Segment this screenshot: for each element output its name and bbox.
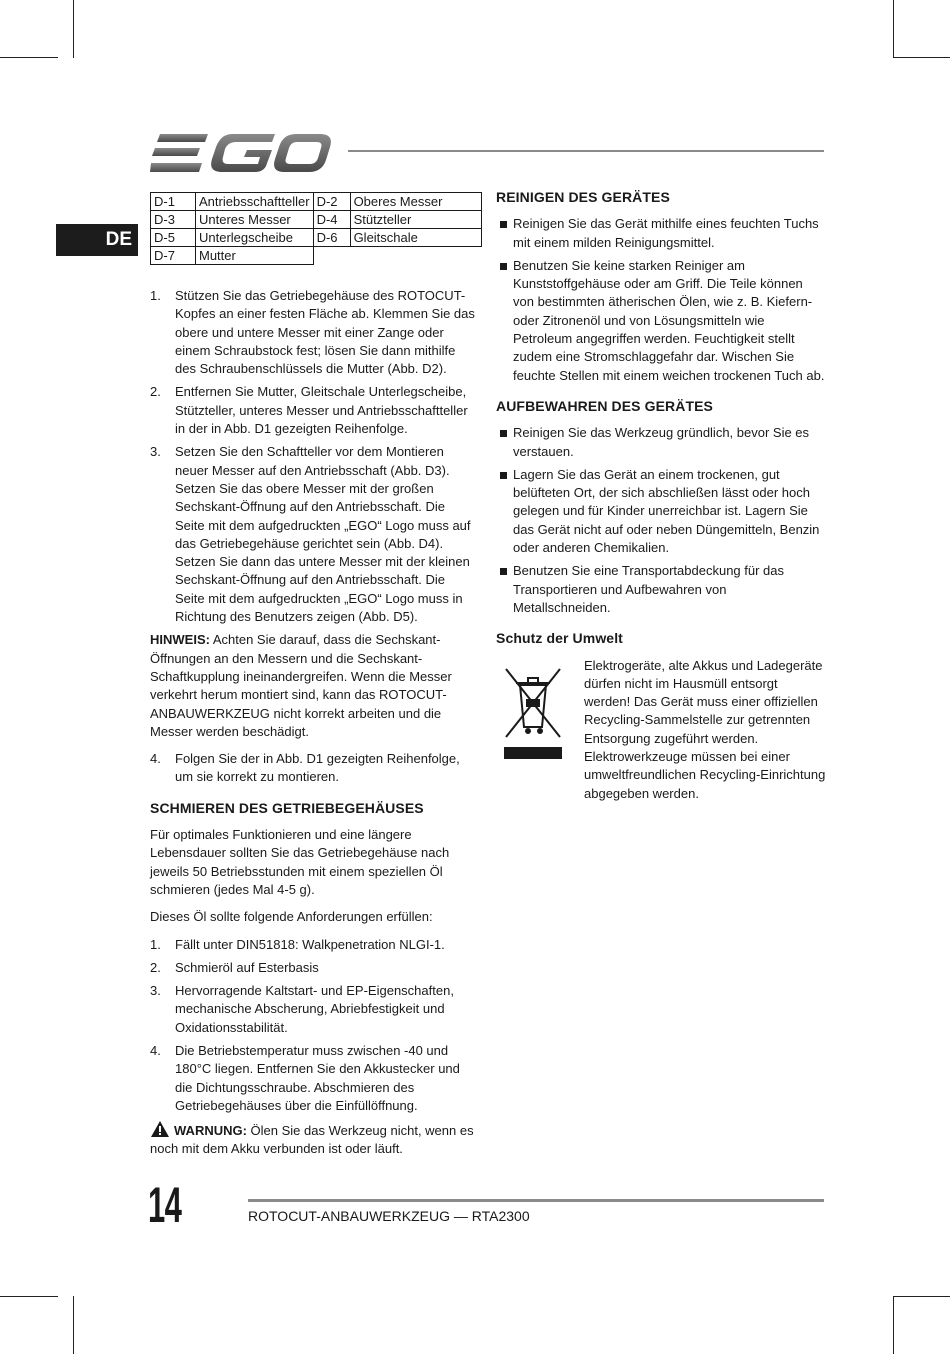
- crop-mark: [73, 1296, 74, 1354]
- note-label: HINWEIS:: [150, 632, 210, 648]
- part-code: D-2: [313, 193, 350, 211]
- list-item: [496, 466, 826, 557]
- section-heading: Schutz der Umwelt: [496, 630, 623, 647]
- empty-cell: [313, 247, 481, 265]
- footer-rule: [248, 1199, 824, 1202]
- ego-logo: [150, 133, 332, 173]
- assembly-steps: [150, 287, 476, 626]
- warning-icon: [150, 1120, 170, 1138]
- list-item: [496, 257, 826, 385]
- list-item: [150, 936, 476, 954]
- bullet-text: Lagern Sie das Gerät an einem trockenen, gut belüfteten Ort, der sich abschließen lässt oder hoch gelegen und für Kinder unerreichbar ist. Lagern Sie das Gerät nicht auf oder neben Düngemitteln, Benzin oder anderen Chemikalien.: [513, 466, 820, 556]
- note-text: Achten Sie darauf, dass die Sechskant-Öffnungen an den Messern und die Sechskant-Schaftkupplung ineinandergreifen. Wenn die Messer verkehrt herum montiert sind, kann das ROTOCUT-ANBAUWERKZEUG nicht korrekt arbeiten und die Messer werden beschädigt.: [150, 632, 452, 739]
- table-row: [151, 193, 482, 211]
- list-item: [496, 424, 826, 461]
- part-code: D-6: [313, 229, 350, 247]
- part-code: D-7: [151, 247, 196, 265]
- section-heading: AUFBEWAHREN DES GERÄTES: [496, 397, 713, 414]
- list-item: [150, 1042, 476, 1115]
- part-code: D-4: [313, 211, 350, 229]
- part-name: Stützteller: [350, 211, 481, 229]
- left-column: [150, 287, 476, 1168]
- weee-bar: [504, 747, 562, 759]
- step-number: 1.: [150, 936, 161, 952]
- step-text: Die Betriebstemperatur muss zwischen -40 und 180°C liegen. Entfernen Sie den Akkustecker und die Dichtungsschraube. Abschmieren des Getriebegehäuses über die Einfüllöffnung.: [175, 1042, 460, 1113]
- crop-mark: [893, 1296, 950, 1297]
- part-name: Mutter: [196, 247, 314, 265]
- language-tab-label: DE: [105, 229, 132, 250]
- bullet-text: Benutzen Sie eine Transportabdeckung für das Transportieren und Aufbewahren von Metallschneiden.: [513, 563, 785, 615]
- part-name: Antriebsschaftteller: [196, 193, 314, 211]
- table-row: [151, 247, 482, 265]
- list-item: [150, 959, 476, 977]
- cleaning-list: [496, 215, 826, 385]
- list-item: [150, 750, 476, 787]
- list-item: [150, 383, 476, 438]
- bullet-text: Reinigen Sie das Gerät mithilfe eines feuchten Tuchs mit einem milden Reinigungsmittel.: [513, 216, 819, 250]
- bullet-icon: [500, 568, 507, 575]
- step-text: Setzen Sie den Schaftteller vor dem Montieren neuer Messer auf den Antriebsschaft (Abb. D3). Setzen Sie das obere Messer mit der großen Sechskant-Öffnung auf den Antriebsschaft. Die Seite mit dem aufgedruckten „EGO“ Logo muss auf das Getriebegehäuse gerichtet sein (Abb. D4). Setzen Sie dann das untere Messer mit der kleinen Sechskant-Öffnung auf den Antriebsschaft. Die Seite mit dem aufgedruckten „EGO“ Logo muss in Richtung des Benutzers zeigen (Abb. D5).: [175, 444, 471, 625]
- language-tab: [56, 224, 138, 256]
- step-number: 2.: [150, 959, 161, 975]
- crop-mark: [0, 57, 58, 58]
- environment-text: Elektrogeräte, alte Akkus und Ladegeräte dürfen nicht im Hausmüll entsorgt werden! Das Gerät muss einer offiziellen Recycling-Sammelstelle zur getrennten Entsorgung zugeführt werden. Elektrowerkzeuge müssen bei einer umweltfreundlichen Recycling-Einrichtung abgegeben werden.: [584, 657, 826, 801]
- storage-list: [496, 424, 826, 617]
- table-row: [151, 229, 482, 247]
- bullet-text: Benutzen Sie keine starken Reiniger am Kunststoffgehäuse oder am Griff. Die Teile können von bestimmten ätherischen Ölen, wie z. B. Kiefern- oder Zitronenöl und von Lösungsmitteln wie Petroleum angegriffen werden. Feuchtigkeit stellt zudem eine Stromschlaggefahr dar. Wischen Sie feuchte Stellen mit einem weichen trockenen Tuch ab.: [513, 257, 825, 383]
- step-text: Hervorragende Kaltstart- und EP-Eigenschaften, mechanische Abscherung, Abriebfestigkeit und Oxidationsstabilität.: [175, 983, 454, 1035]
- crop-mark: [893, 0, 894, 58]
- list-item: [496, 215, 826, 252]
- step-text: Schmieröl auf Esterbasis: [175, 959, 319, 975]
- part-name: Unteres Messer: [196, 211, 314, 229]
- step-number: 2.: [150, 384, 161, 400]
- section-heading: REINIGEN DES GERÄTES: [496, 189, 670, 205]
- bullet-icon: [500, 430, 507, 437]
- page-number: 14: [148, 1177, 182, 1233]
- crop-mark: [893, 57, 950, 58]
- warning-text: Ölen Sie das Werkzeug nicht, wenn es noch mit dem Akku verbunden ist oder läuft.: [150, 1123, 474, 1157]
- bullet-icon: [500, 221, 507, 228]
- bullet-icon: [500, 472, 507, 479]
- weee-bin-icon: [502, 661, 564, 743]
- step-text: Folgen Sie der in Abb. D1 gezeigten Reihenfolge, um sie korrekt zu montieren.: [175, 751, 460, 785]
- oil-requirements: [150, 936, 476, 1116]
- crop-mark: [0, 1296, 58, 1297]
- list-item: [150, 287, 476, 378]
- paragraph: Für optimales Funktionieren und eine längere Lebensdauer sollten Sie das Getriebegehäuse nach jeweils 50 Betriebsstunden mit einem speziellen Öl schmieren (jedes Mal 4-5 g).: [150, 827, 450, 897]
- part-name: Oberes Messer: [350, 193, 481, 211]
- list-item: [150, 982, 476, 1037]
- list-item: [496, 562, 826, 617]
- bullet-icon: [500, 263, 507, 270]
- crop-mark: [893, 1296, 894, 1354]
- part-name: Unterlegscheibe: [196, 229, 314, 247]
- right-column: [496, 188, 826, 803]
- step-number: 4.: [150, 751, 161, 767]
- crossed-bin-icon: [502, 661, 564, 745]
- parts-table: [150, 192, 482, 265]
- note-paragraph: [150, 631, 476, 741]
- step-number: 1.: [150, 288, 161, 303]
- list-item: [150, 443, 476, 626]
- footer-title: ROTOCUT-ANBAUWERKZEUG — RTA2300: [248, 1208, 530, 1224]
- step-number: 3.: [150, 983, 161, 999]
- step-text: Entfernen Sie Mutter, Gleitschale Unterlegscheibe, Stützteller, unteres Messer und Antriebsschaftteller in der in Abb. D1 gezeigten Reihenfolge.: [175, 384, 468, 437]
- environment-block: [496, 657, 826, 803]
- header-rule: [348, 150, 824, 152]
- part-name: Gleitschale: [350, 229, 481, 247]
- step-number: 4.: [150, 1042, 161, 1058]
- section-heading: SCHMIEREN DES GETRIEBEGEHÄUSES: [150, 799, 424, 816]
- bullet-text: Reinigen Sie das Werkzeug gründlich, bevor Sie es verstauen.: [513, 425, 810, 459]
- warning-paragraph: [150, 1120, 476, 1159]
- crop-mark: [73, 0, 74, 58]
- paragraph: Dieses Öl sollte folgende Anforderungen erfüllen:: [150, 909, 433, 925]
- step-text: Fällt unter DIN51818: Walkpenetration NLGI-1.: [175, 936, 445, 952]
- table-row: [151, 211, 482, 229]
- part-code: D-3: [151, 211, 196, 229]
- assembly-steps-continued: [150, 750, 476, 787]
- warning-label: WARNUNG:: [174, 1123, 247, 1139]
- part-code: D-1: [151, 193, 196, 211]
- part-code: D-5: [151, 229, 196, 247]
- step-text: Stützen Sie das Getriebegehäuse des ROTOCUT-Kopfes an einer festen Fläche ab. Klemmen Sie das obere und untere Messer mit einer Zange oder einem Schraubstock fest; lösen Sie dann mithilfe des Schraubenschlüssels die Mutter (Abb. D2).: [175, 288, 475, 377]
- step-number: 3.: [150, 444, 161, 460]
